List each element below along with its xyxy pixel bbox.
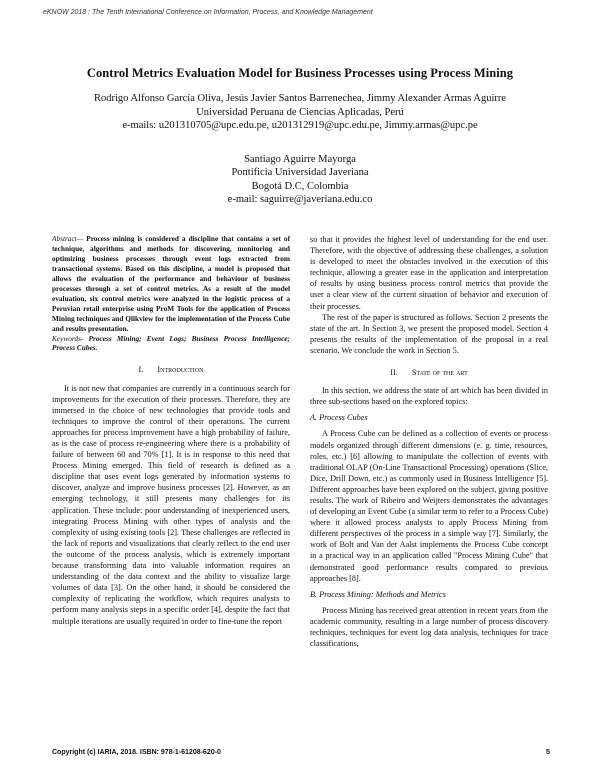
keywords (52, 334, 290, 354)
methods-metrics-paragraph: Process Mining has received great attention in recent years from the academic community, resulting in a large number of process discovery techniques, techniques for event log data analysis, techniques for trace classifications, (310, 605, 548, 649)
author-emails: e-mails: u201310705@upc.edu.pe, u201312919@upc.edu.pe, Jimmy.armas@upc.pe (122, 120, 478, 131)
author-location: Bogotá D.C, Colombia (251, 180, 349, 192)
intro-paragraph-1: It is not new that companies are currently in a continuous search for improvements for the execution of their processes. Therefore, they are immersed in the choice of new technologies that provide tools and techniques to improve the control of their operations. The current approaches for process improvement have a high probability of failure, as is the case of process re-engineering where there is a probability of failure of between 60 and 70% [1]. It is in response to this need that Process Mining emerged. This field of research is defined as a discipline that uses event logs generated by information systems to discover, analyze and improve business processes [2]. However, as an emerging technology, it still presents many challenges for its application. These include: poor understanding of inexperienced users, integrating Process Mining with other types of analysis and the complexity of using existing tools [2]. These challenges are reflected in the lack of reports and visualizations that clearly reflect to the end user the outcome of the process analysis, which is extremely important because transforming data into valuable information requires an understanding of the data context and the ability to visualize large volumes of data [3]. On the other hand, it should be considered the complexity of replicating the workflow, which requires analysts to perform many analysis steps in a specific order [4], despite the fact that multiple iterations are usually required in order to fine-tune the report (52, 383, 290, 626)
footer-copyright: Copyright (c) IARIA, 2018. ISBN: 978-1-61208-620-0 (52, 749, 221, 756)
intro-paragraph-1-continued: so that it provides the highest level of understanding for the end user. Therefore, with the objective of addressing these challenges, a solution is developed to meet the obstacles involved in the execution of this technique, allowing a greater ease in the application and interpretation of results by using business process control metrics that provide the user a clear view of the current situation of behavior and execution of their processes. (310, 235, 548, 311)
author-group-primary (40, 92, 560, 133)
author-affiliation: Universidad Peruana de Ciencias Aplicadas, Perú (196, 106, 404, 118)
left-column (52, 234, 290, 627)
section-title: Introduction (157, 365, 204, 375)
author-name: Santiago Aguirre Mayorga (244, 153, 356, 165)
section-number: II. (390, 368, 398, 378)
page-number: 5 (546, 749, 550, 756)
abstract-text: Process mining is considered a discipline that contains a set of technique, algorithms and methods for discovering, monitoring and optimizing business processes through event logs extracted from transactional systems. Based on this discipline, a model is proposed that allows the evaluation of the performance and behaviour of business processes through a set of control metrics. As a result of the model evaluation, six control metrics were analyzed in the logistic process of a Peruvian retail enterprise using ProM Tools for the application of Process Mining techniques and Qlikview for the implementation of the Process Cube and results presentation. (52, 234, 290, 333)
paper-title: Control Metrics Evaluation Model for Business Processes using Process Mining (86, 66, 514, 80)
abstract-label: Abstract— (52, 234, 84, 243)
intro-paragraph-2: The rest of the paper is structured as follows. Section 2 presents the state of the art. In Section 3, we present the proposed model. Section 4 presents the results of the implementation of the proposal in a real scenario. We conclude the work in Section 5. (310, 312, 548, 355)
keywords-label: Keywords- (52, 333, 84, 343)
title-block (40, 66, 560, 207)
section-number: I. (138, 365, 144, 375)
author-email-2: e-mail: saguirre@javeriana.edu.co (227, 194, 373, 205)
subsection-heading-methods-metrics: B. Process Mining: Methods and Metrics (310, 589, 446, 599)
running-header: eKNOW 2018 : The Tenth International Conference on Information, Process, and Knowledge Management (43, 9, 373, 16)
process-cubes-paragraph: A Process Cube can be defined as a collection of events or process models organized through different dimensions (e. g. time, resources, roles, etc.) [6] allowing to manipulate the collection of events with traditional OLAP (On-Line Transactional Processing) operations (Slice, Dice, Drill Down, etc.) as commonly used in Business Intelligence [5]. Different approaches have been explored on the subject, giving positive results. The work of Ribeiro and Weijters demonstrates the advantages of developing an Event Cube (a similar term to refer to a Process Cube) where it allowed process analysts to apply Process Mining from different perspectives of the process in a simple way [7]. Similarly, the work of Bolt and Van der Aalst implements the Process Cube concept in a practical way in an application called "Process Mining Cube" that demonstrated good performance results compared to previous approaches [8]. (310, 429, 548, 583)
keywords-text: Process Mining; Event Logs; Business Process Intelligence; Process Cubes. (52, 333, 290, 353)
section-title: State of the art (411, 368, 468, 378)
author-names: Rodrigo Alfonso García Oliva, Jesús Javier Santos Barrenechea, Jimmy Alexander Armas Aguirre (93, 93, 507, 104)
subsection-heading-process-cubes: A. Process Cubes (310, 413, 368, 423)
author-group-secondary (40, 153, 560, 207)
right-column (310, 234, 548, 649)
section-heading-introduction (52, 364, 290, 375)
section-heading-state-of-art (310, 367, 548, 378)
author-affiliation-2: Pontificia Universidad Javeriana (231, 167, 369, 178)
abstract (52, 234, 290, 334)
state-of-art-intro: In this section, we address the state of art which has been divided in three sub-sections based on the explored topics: (310, 386, 548, 407)
